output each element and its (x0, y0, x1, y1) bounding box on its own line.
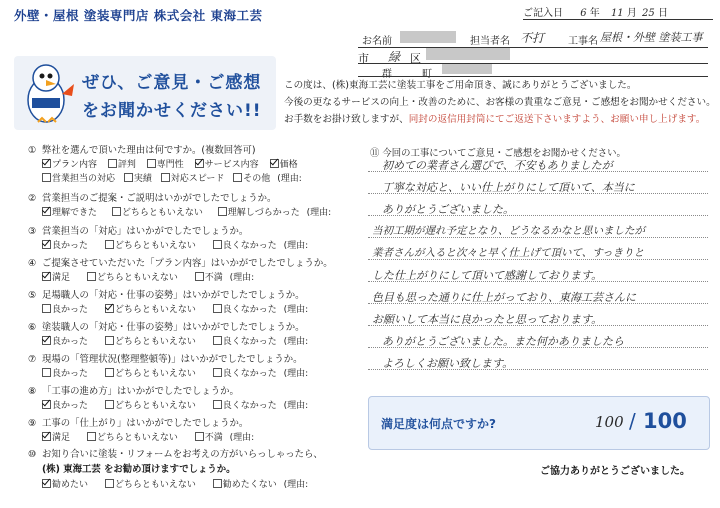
comment-line-8: お願いして本当に良かったと思っております。 (372, 313, 603, 326)
score-slash: / (629, 409, 636, 433)
checkbox[interactable] (87, 272, 96, 281)
question-7: ⑦ 現場の「管理状況(整理整頓等)」はいかがでしたでしょうか。 (28, 354, 303, 365)
checkbox[interactable] (105, 240, 114, 249)
question-6: ⑥ 塗装職人の「対応・仕事の姿勢」はいかがでしたでしょうか。 (28, 322, 305, 333)
address-redacted (426, 48, 510, 60)
checkbox[interactable] (105, 336, 114, 345)
checkbox[interactable] (213, 336, 222, 345)
checkbox[interactable] (42, 207, 51, 216)
checkbox[interactable] (42, 432, 51, 441)
date-day: 25 (642, 8, 655, 19)
checkbox[interactable] (195, 432, 204, 441)
q1-options-row2: 営業担当の対応 実績 対応スピード その他 (理由: (42, 171, 302, 184)
intro-line-1: この度は、(株)東海工芸に塗装工事をご用命頂き、誠にありがとうございました。 (284, 80, 637, 91)
date-month-unit: 月 (626, 8, 637, 19)
comment-line-7: 色目も思った通りに仕上がっており、東海工芸さんに (372, 291, 636, 304)
satisfaction-score-box (368, 396, 710, 450)
question-3: ③ 営業担当の「対応」はいかがでしたでしょうか。 (28, 226, 249, 237)
checkbox[interactable] (218, 207, 227, 216)
question-1: ① 弊社を選んで頂いた理由は何ですか。(複数回答可) (28, 145, 256, 156)
staff-label: 担当者名 (470, 36, 510, 47)
score-label: 満足度は何点ですか? (381, 417, 496, 431)
checkbox[interactable] (42, 368, 51, 377)
customer-info (282, 26, 712, 80)
comment-line-1: 初めての業者さん選びで、不安もありましたが (382, 159, 613, 172)
ward-value: 緑 (388, 50, 401, 64)
intro-line-3 (284, 112, 705, 129)
checkbox[interactable] (105, 479, 114, 488)
question-2: ② 営業担当のご提案・ご説明はいかがでしたでしょうか。 (28, 193, 277, 204)
checkbox[interactable] (213, 368, 222, 377)
town-redacted (442, 64, 492, 74)
town-label-2: 町 (422, 69, 432, 80)
checkbox[interactable] (105, 400, 114, 409)
q10-options: 勧めたい どちらともいえない 勧めたくない (理由: (42, 477, 308, 490)
checkbox[interactable] (108, 159, 117, 168)
work-label: 工事名 (568, 36, 598, 47)
q6-options: 良かった どちらともいえない 良くなかった (理由: (42, 334, 308, 347)
questions-section (28, 142, 363, 504)
checkbox[interactable] (233, 173, 242, 182)
name-label: お名前 (362, 36, 392, 47)
date-year: 6 (580, 8, 587, 19)
comment-line-9: ありがとうございました。また何かありましたら (382, 335, 624, 348)
checkbox[interactable] (42, 336, 51, 345)
score-value: 100 (595, 413, 624, 431)
comment-title: ⑪ 今回の工事についてご意見・ご感想をお聞かせください。 (370, 148, 626, 159)
q8-options: 良かった どちらともいえない 良くなかった (理由: (42, 398, 308, 411)
date-month: 11 (610, 8, 624, 19)
comment-line-3: ありがとうございました。 (382, 203, 514, 216)
date-label: ご記入日 (523, 8, 563, 19)
thanks-message: ご協力ありがとうございました。 (540, 466, 690, 477)
name-redacted (400, 31, 456, 43)
question-4: ④ ご提案させていただいた「プラン内容」はいかがでしたでしょうか。 (28, 258, 333, 269)
q9-options: 満足 どちらともいえない 不満 (理由: (42, 430, 254, 443)
checkbox[interactable] (42, 240, 51, 249)
comment-line-5: 業者さんが入ると次々と早く仕上げて頂いて、すっきりと (372, 247, 645, 259)
checkbox[interactable] (112, 207, 121, 216)
checkbox[interactable] (42, 400, 51, 409)
mascot-bird-icon (18, 60, 78, 128)
checkbox[interactable] (195, 159, 204, 168)
question-5: ⑤ 足場職人の「対応・仕事の姿勢」はいかがでしたでしょうか。 (28, 290, 305, 301)
ward-label: 区 (410, 52, 421, 65)
banner-line-2: をお聞かせください!! (82, 101, 262, 121)
q2-options: 理解できた どちらともいえない 理解しづらかった (理由: (42, 205, 331, 218)
date-year-unit: 年 (589, 8, 600, 19)
town-label-1: 群 (382, 69, 392, 80)
comment-line-2: 丁寧な対応と、いい仕上がりにして頂いて、本当に (382, 181, 635, 194)
question-8: ⑧ 「工事の進め方」はいかがでしたでしょうか。 (28, 386, 239, 397)
q4-options: 満足 どちらともいえない 不満 (理由: (42, 270, 254, 283)
intro-line-2: 今後の更なるサービスの向上・改善のために、お客様の貴重なご意見・ご感想をお聞かせください。 (284, 97, 716, 108)
q3-options: 良かった どちらともいえない 良くなかった (理由: (42, 238, 308, 251)
comment-line-4: 当初工期が遅れ予定となり、どうなるかなと思いましたが (372, 225, 645, 237)
score-max: 100 (643, 409, 687, 433)
comment-line-10: よろしくお願い致します。 (382, 357, 514, 370)
checkbox[interactable] (270, 159, 279, 168)
entry-date (523, 4, 713, 20)
checkbox[interactable] (147, 159, 156, 168)
checkbox[interactable] (213, 400, 222, 409)
question-9: ⑨ 工事の「仕上がり」はいかがでしたでしょうか。 (28, 418, 249, 429)
checkbox[interactable] (42, 272, 51, 281)
checkbox[interactable] (213, 479, 222, 488)
city-label: 市 (358, 52, 369, 65)
checkbox[interactable] (42, 173, 51, 182)
date-day-unit: 日 (657, 8, 668, 19)
intro-line-3-black: お手数をお掛け致しますが、 (284, 114, 409, 125)
question-10-line-2: (株) 東海工芸 をお勧め頂けますでしょうか。 (42, 464, 236, 475)
comment-line-6: した仕上がりにして頂いて感謝しております。 (372, 269, 603, 282)
checkbox[interactable] (105, 304, 114, 313)
checkbox[interactable] (42, 159, 51, 168)
question-10: ⑩ お知り合いに塗装・リフォームをお考えの方がいらっしゃったら、 (28, 449, 323, 460)
work-value: 屋根・外壁 塗装工事 (600, 31, 703, 44)
intro-line-3-red: 同封の返信用封筒にてご返送下さいますよう、お願い申し上げます。 (408, 114, 706, 125)
checkbox[interactable] (161, 173, 170, 182)
company-title: 外壁・屋根 塗装専門店 株式会社 東海工芸 (14, 8, 263, 23)
checkbox[interactable] (105, 368, 114, 377)
checkbox[interactable] (213, 304, 222, 313)
checkbox[interactable] (124, 173, 133, 182)
q7-options: 良かった どちらともいえない 良くなかった (理由: (42, 366, 308, 379)
checkbox[interactable] (87, 432, 96, 441)
q1-options-row1: プラン内容 評判 専門性 サービス内容 価格 (42, 157, 298, 170)
checkbox[interactable] (42, 479, 51, 488)
banner (14, 56, 276, 130)
q5-options: 良かった どちらともいえない 良くなかった (理由: (42, 302, 308, 315)
checkbox[interactable] (42, 304, 51, 313)
checkbox[interactable] (213, 240, 222, 249)
staff-value: 不打 (520, 31, 545, 45)
banner-line-1: ぜひ、ご意見・ご感想 (82, 73, 262, 93)
checkbox[interactable] (195, 272, 204, 281)
